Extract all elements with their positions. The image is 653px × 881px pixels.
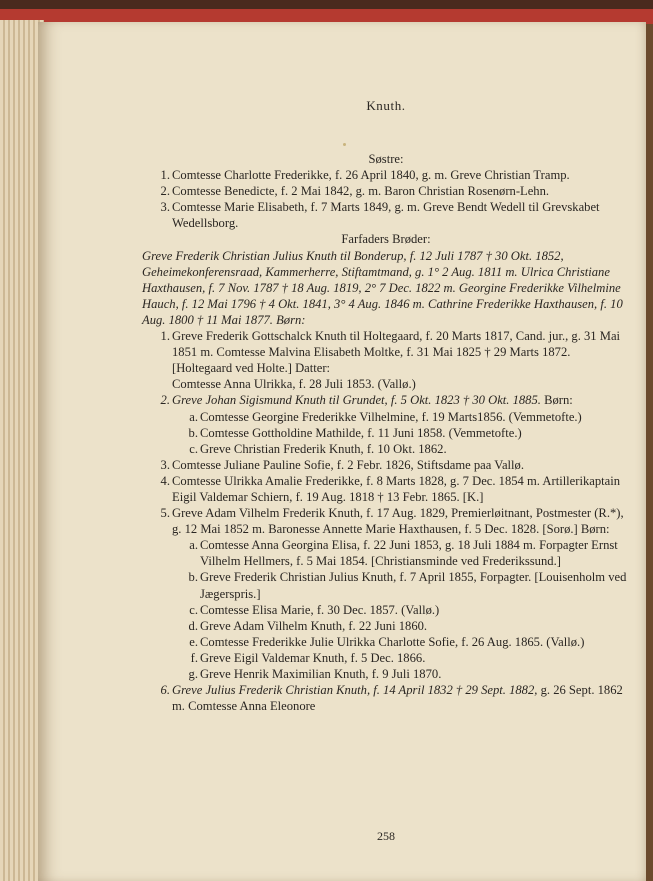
list-item: b. Comtesse Gottholdine Mathilde, f. 11 Juni 1858. (Vemmetofte.): [188, 425, 522, 440]
uncle-entry: Greve Frederik Christian Julius Knuth til Bonderup, f. 12 Juli 1787 † 30 Okt. 1852, Geheimekonferensraad, Kammerherre, Stiftamtmand, g. 1° 2 Aug. 1811 m. Ulrica Christiane Haxthausen, f. 7 Nov. 1787 † 18 Aug. 1819, 2° 7 Dec. 1822 m. Georgine Frederikke Vilhelmine Hauch, f. 12 Mai 1796 † 4 Okt. 1841, 3° 4 Aug. 1846 m. Cathrine Frederikke Haxthausen, f. 10 Aug. 1800 † 11 Mai 1877. Børn:: [142, 248, 623, 327]
section-heading-uncles: Farfaders Brøder:: [341, 232, 431, 247]
list-item: Comtesse Anna Ulrikka, f. 28 Juli 1853. (Vallø.): [172, 377, 416, 392]
page-body: [142, 151, 630, 714]
section-heading-sisters: Søstre:: [368, 152, 404, 166]
list-item: 4. Comtesse Ulrikka Amalie Frederikke, f. 8 Marts 1828, g. 7 Dec. 1854 m. Artillerikaptain Eigil Valdemar Schiern, f. 19 Aug. 1818 † 13 Febr. 1865. [K.]: [160, 473, 621, 504]
list-item: e. Comtesse Frederikke Julie Ulrikka Charlotte Sofie, f. 26 Aug. 1865. (Vallø.): [189, 634, 585, 649]
list-item: a. Comtesse Anna Georgina Elisa, f. 22 Juni 1853, g. 18 Juli 1884 m. Forpagter Ernst Vilhelm Hellmers, f. 5 Mai 1854. [Christiansminde ved Frederikssund.]: [189, 538, 618, 569]
list-item: b. Greve Frederik Christian Julius Knuth, f. 7 April 1855, Forpagter. [Louisenholm ved Jægerspris.]: [188, 570, 627, 601]
list-item: f. Greve Eigil Valdemar Knuth, f. 5 Dec. 1866.: [190, 650, 426, 665]
list-item: c. Greve Christian Frederik Knuth, f. 10 Okt. 1862.: [189, 441, 447, 456]
list-item: c. Comtesse Elisa Marie, f. 30 Dec. 1857. (Vallø.): [189, 602, 440, 617]
page-number: 258: [377, 829, 395, 843]
running-head: Knuth.: [366, 98, 406, 113]
list-item: 2. Comtesse Benedicte, f. 2 Mai 1842, g. m. Baron Christian Rosenørn-Lehn.: [160, 184, 550, 199]
list-item: 1. Comtesse Charlotte Frederikke, f. 26 April 1840, g. m. Greve Christian Tramp.: [160, 168, 570, 183]
list-item: d. Greve Adam Vilhelm Knuth, f. 22 Juni 1860.: [188, 618, 428, 633]
list-item: 1. Greve Frederik Gottschalck Knuth til Holtegaard, f. 20 Marts 1817, Cand. jur., g. 31 Mai 1851 m. Comtesse Malvina Elisabeth Moltke, f. 31 Mai 1825 † 29 Marts 1872. [Holtegaard ved Holte.] Datter:: [160, 329, 621, 376]
list-item: 2. Greve Johan Sigismund Knuth til Grundet, f. 5 Okt. 1823 † 30 Okt. 1885. Børn:: [160, 393, 573, 408]
book-cover-shadow: [0, 0, 653, 9]
list-item: 3. Comtesse Juliane Pauline Sofie, f. 2 Febr. 1826, Stiftsdame paa Vallø.: [160, 457, 524, 472]
list-item: 5. Greve Adam Vilhelm Frederik Knuth, f. 17 Aug. 1829, Premierløitnant, Postmester (R.*), g. 12 Mai 1852 m. Baronesse Annette Marie Haxthausen, f. 5 Dec. 1828. [Sorø.] Børn:: [160, 506, 624, 537]
page-content: [142, 22, 630, 881]
list-item: g. Greve Henrik Maximilian Knuth, f. 9 Juli 1870.: [188, 667, 442, 681]
list-item: 3. Comtesse Marie Elisabeth, f. 7 Marts 1849, g. m. Greve Bendt Wedell til Grevskabet Wedellsborg.: [160, 200, 600, 231]
list-item: 6. Greve Julius Frederik Christian Knuth, f. 14 April 1832 † 29 Sept. 1882, g. 26 Sept. 1862 m. Comtesse Anna Eleonore: [160, 683, 623, 714]
book-page: [38, 22, 646, 881]
list-item: a. Comtesse Georgine Frederikke Vilhelmine, f. 19 Marts1856. (Vemmetofte.): [189, 409, 582, 424]
